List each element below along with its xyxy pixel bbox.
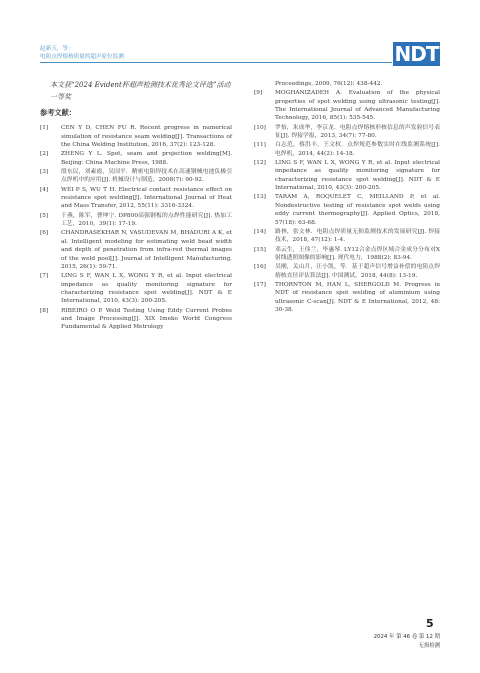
reference-number: [7] — [40, 273, 49, 280]
reference-number: [6] — [40, 230, 49, 237]
ndt-logo: NDT — [394, 42, 439, 66]
reference-number: [16] — [254, 264, 266, 271]
reference-number: [4] — [40, 186, 49, 193]
right-reference-list — [254, 89, 440, 314]
reference-number: [9] — [254, 90, 263, 97]
reference-text: 殷东民，刘素霞，吴国平．精密电阻焊技术在高速钢械电池负极引点焊机中的应用[J]. 机械设计与制造，2008(7): 90-92. — [61, 169, 232, 184]
issue-info: 2024 年 第 46 卷 第 12 期 — [373, 634, 440, 640]
reference-text: MOGHANIZADEH A. Evaluation of the physical properties of spot welding using ultrasonic testing[J]. The International Journal of Advanced Manufacturing Technology, 2016, 85(1): 535-545. — [275, 90, 440, 122]
reference-item — [40, 212, 232, 229]
reference-item — [254, 159, 440, 192]
reference-number: [10] — [254, 124, 266, 131]
journal-name: 无损检测 — [418, 643, 440, 649]
reference-text: WEI P S, WU T H. Electrical contact resistance effect on resistance spot welding[J]. International Journal of Heat and Mass Transfer, 2012, 55(11): 3316-3324. — [61, 186, 232, 210]
reference-item — [40, 186, 232, 211]
reference-item — [40, 229, 232, 271]
reference-text: CHANDRASEKHAR N, VASUDEVAN M, BHADURI A K, et al. Intelligent modeling for estimating weld bead width and depth of penetration from infra-red thermal images of the weld pool[J]. Journal of Intelligent Manufacturing, 2015, 26(1): 59-71. — [61, 230, 232, 270]
reference-item — [254, 89, 440, 122]
reference-text: 吴刚，关山月，汪小凯，等．基于超声信号增益补偿的电阻点焊熔核直径评估算法[J]. 中国测试，2018, 44(8): 13-19. — [275, 264, 440, 279]
header-rule — [40, 62, 392, 63]
reference-number: [1] — [40, 125, 49, 132]
reference-number: [8] — [40, 307, 49, 314]
reference-item — [40, 124, 232, 149]
left-column — [40, 80, 232, 333]
running-authors: 赵新玉，等： — [40, 46, 74, 52]
running-title: 电阻点焊熔核质量的超声原位监测 — [40, 54, 124, 60]
reference-text: RIBEIRO O P. Weld Testing Using Eddy Current Probes and Image Processing[J]. XIX Imeko World Congress Fundamental & Applied Metrology — [61, 307, 232, 331]
reference-item — [254, 228, 440, 245]
reference-number: [3] — [40, 169, 49, 176]
reference-number: [5] — [40, 212, 49, 219]
reference-number: [2] — [40, 151, 49, 158]
page-number: 5 — [426, 617, 434, 630]
reference-item — [254, 124, 440, 141]
reference-number: [11] — [254, 142, 266, 149]
reference-item — [254, 246, 440, 263]
reference-text: 邓云生，王伟兰，毕惠琴. LY12合金点焊区域合金成分分布对X射线透照图像的影响[J]. 现代电力，1988(2): 83-94. — [275, 246, 440, 261]
reference-text: 罗怡，朱成华，李京龙．电阻点焊熔核形核信息的声发射信号表征[J]. 焊接学报，2013, 34(7): 77-80. — [275, 124, 440, 140]
reference-number: [15] — [254, 246, 266, 253]
right-column — [254, 80, 440, 315]
reference-text: 于燕，陈军，曹坤宁. DP800高强钢板的点焊性能研究[J]. 热加工工艺，2010，39(1): 17-19. — [61, 212, 232, 228]
reference-text: THORNTON M, HAN L, SHERGOLD M. Progress in NDT of resistance spot welding of aluminium using ultrasonic C-scan[J]. NDT & E International, 2012, 48: 30-38. — [275, 281, 440, 313]
reference-text: ZHENG Y L. Spot, seam and projection welding[M]. Beijing: China Machine Press, 1988. — [61, 151, 232, 166]
reference-number: [13] — [254, 194, 266, 201]
award-note: 本文获“2024 Evident杯超声检测技术优秀论文评选”活动一等奖 — [50, 81, 231, 101]
reference-item — [254, 141, 440, 158]
reference-text: 白志范，蔡洪丰，王文权．点焊规范参数实时在线监测系统[J]. 电焊机，2014, 44(2): 14-18. — [275, 142, 440, 157]
reference-item — [40, 168, 232, 185]
left-reference-list — [40, 124, 232, 331]
reference-item — [40, 150, 232, 167]
reference-text: 路林，张文林．电阻点焊质量无损监测技术的发展研究[J]. 焊接技术，2018, 47(12): 1-4. — [275, 228, 440, 244]
reference-item — [254, 263, 440, 280]
reference-item — [40, 272, 232, 305]
reference-item — [254, 193, 440, 226]
reference-text: CEN Y D, CHEN FU R. Recent progress in numerical simulation of resistance seam welding[J]. Transactions of the China Welding Institution, 2016, 37(2): 123-128. — [61, 125, 232, 149]
references-heading: 参考文献： — [40, 108, 76, 117]
reference-number: [14] — [254, 228, 266, 235]
page-header — [0, 0, 480, 70]
reference-number: [12] — [254, 160, 266, 167]
reference-item — [40, 307, 232, 332]
reference-item — [254, 281, 440, 314]
reference-text: TARAM A, ROQUELET C, MEILLAND P, et al. Nondestructive testing of resistance spot welds using eddy current thermography[J]. Applied Optics, 2018, 57(18): 63-68. — [275, 194, 440, 226]
reference-number: [17] — [254, 281, 266, 288]
reference-text: LING S F, WAN L X, WONG Y R, et al. Input electrical impedance as quality monitoring signature for characterizing resistance spot welding[J]. NDT & E International, 2010, 43(3): 200-205. — [275, 160, 440, 192]
reference-continuation: Proceedings, 2009, 76(12): 438-442. — [275, 81, 383, 87]
reference-text: LING S F, WAN L X, WONG Y R, et al. Input electrical impedance as quality monitoring signature for characterizing resistance spot welding[J]. NDT & E International, 2010, 43(3): 200-205. — [61, 273, 232, 305]
